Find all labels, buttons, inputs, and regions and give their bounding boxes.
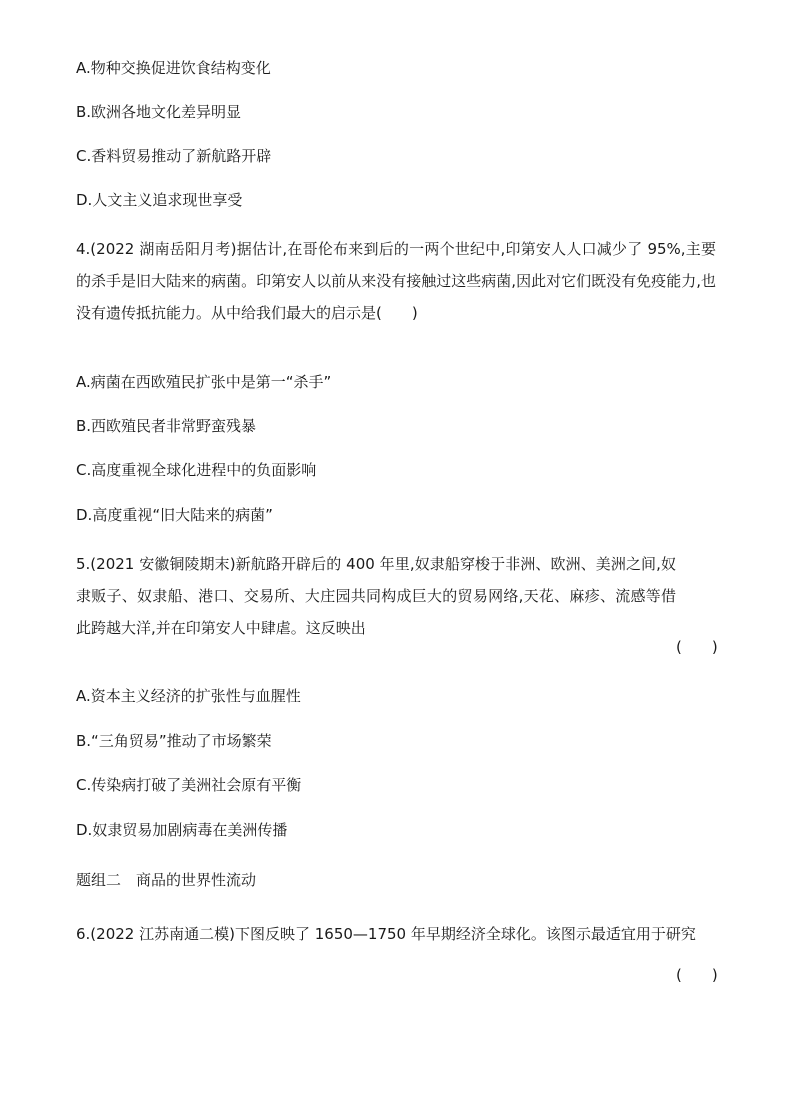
q5-option-b: B.“三角贸易”推动了市场繁荣 — [76, 732, 272, 750]
q4-option-b: B.西欧殖民者非常野蛮残暴 — [76, 417, 257, 435]
q3-option-c: C.香料贸易推动了新航路开辟 — [76, 147, 272, 165]
q3-option-b: B.欧洲各地文化差异明显 — [76, 103, 242, 121]
q4-option-c: C.高度重视全球化进程中的负面影响 — [76, 461, 317, 479]
section-title: 题组二 商品的世界性流动 — [76, 871, 257, 889]
q3-option-a: A.物种交换促进饮食结构变化 — [76, 59, 271, 77]
q3-option-d: D.人文主义追求现世享受 — [76, 191, 243, 209]
q6-stem: 6.(2022 江苏南通二模)下图反映了 1650—1750 年早期经济全球化。该图示最适宜用于研究 — [76, 925, 696, 943]
q5-option-d: D.奴隶贸易加剧病毒在美洲传播 — [76, 821, 288, 839]
q5-option-c: C.传染病打破了美洲社会原有平衡 — [76, 776, 302, 794]
q5-stem: 5.(2021 安徽铜陵期末)新航路开辟后的 400 年里,奴隶船穿梭于非洲、欧洲、美洲之间,奴隶贩子、奴隶船、港口、交易所、大庄园共同构成巨大的贸易网络,天花、麻疹、流感等借此跨越大洋,并在印第安人中肆虐。这反映出 — [76, 555, 676, 637]
q4-stem: 4.(2022 湖南岳阳月考)据估计,在哥伦布来到后的一两个世纪中,印第安人人口减少了 95%,主要的杀手是旧大陆来的病菌。印第安人以前从来没有接触过这些病菌,因此对它们既没有免疫能力,也没有遗传抵抗能力。从中给我们最大的启示是( ) — [76, 240, 716, 322]
q4-option-a: A.病菌在西欧殖民扩张中是第一“杀手” — [76, 373, 332, 391]
q5-option-a: A.资本主义经济的扩张性与血腥性 — [76, 687, 301, 705]
q6-answer-paren: ( ) — [676, 966, 718, 984]
q4-option-d: D.高度重视“旧大陆来的病菌” — [76, 506, 273, 524]
q5-answer-paren: ( ) — [676, 638, 718, 656]
